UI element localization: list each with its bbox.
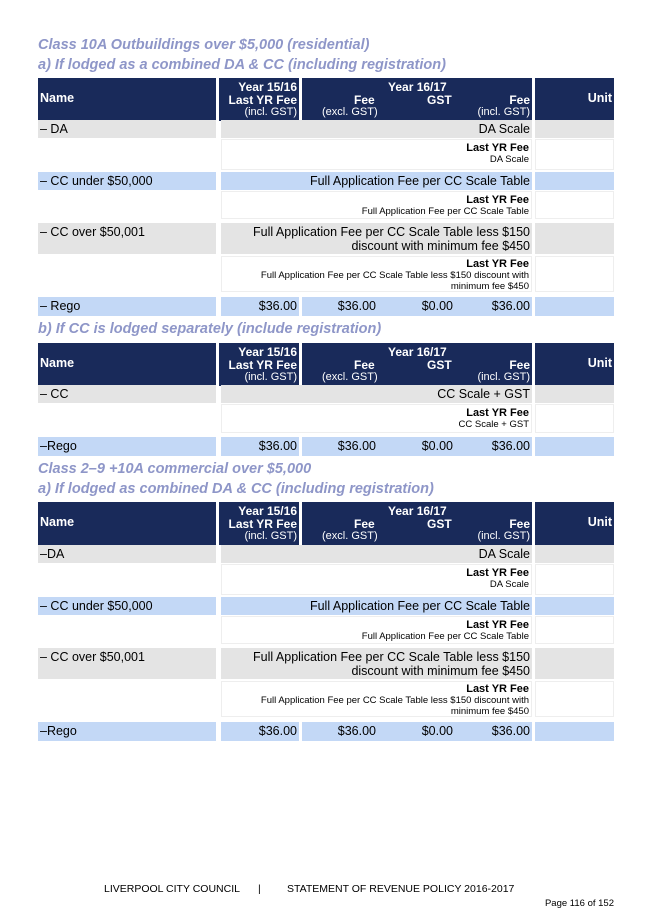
table-row [38,223,614,254]
header-unit: Unit [587,356,612,370]
row-name: – CC under $50,000 [40,599,153,613]
row-unit [535,648,614,679]
row-fee-excl: $36.00 [337,299,376,313]
header-name-cell [38,502,216,545]
section-heading: Class 2–9 +10A commercial over $5,000 [38,461,312,477]
header-fee: Fee [354,517,375,531]
header-name-cell [38,343,216,386]
row-name: – DA [40,122,68,136]
row-name: – CC [40,387,69,401]
row-fee: Full Application Fee per CC Scale Table [309,174,530,188]
header-fee-incl: Fee [509,517,530,531]
row-gst: $0.00 [421,724,453,738]
header-excl-gst: (excl. GST) [322,530,378,542]
last-yr-label: Last YR Fee [466,258,529,270]
row-last-fee: $36.00 [258,724,297,738]
header-incl-gst: (incl. GST) [244,371,297,383]
header-gst: GST [427,517,452,531]
table-row-last-year [38,191,614,219]
header-unit-cell [535,78,614,121]
header-current-year-cell [302,502,532,545]
row-fee: Full Application Fee per CC Scale Table less $150 discount with minimum fee $450 [252,225,530,253]
table-row-last-year [38,616,614,644]
header-incl-gst-2: (incl. GST) [477,371,530,383]
table-header [38,343,614,386]
header-gst: GST [427,93,452,107]
table-row [38,437,614,456]
last-yr-value: DA Scale [489,579,529,590]
table-header [38,78,614,121]
header-incl-gst-2: (incl. GST) [477,530,530,542]
last-yr-value: Full Application Fee per CC Scale Table [361,206,529,217]
row-fee: CC Scale + GST [437,387,530,401]
row-unit [535,120,614,138]
table-row [38,722,614,741]
header-current-year-cell [302,78,532,121]
row-name: –DA [40,547,65,561]
table-row [38,385,614,403]
row-fee: DA Scale [478,547,530,561]
header-name: Name [40,91,75,105]
header-year-current: Year 16/17 [388,80,447,94]
row-unit [535,385,614,403]
row-unit [535,223,614,254]
table-row [38,297,614,316]
row-name: – CC under $50,000 [40,174,153,188]
last-yr-label: Last YR Fee [466,619,529,631]
header-year-last: Year 15/16 [238,504,297,518]
header-fee-incl: Fee [509,358,530,372]
table-row [38,172,614,190]
header-last-yr-fee: Last YR Fee [228,93,297,107]
table-row-last-year [38,256,614,292]
header-incl-gst: (incl. GST) [244,106,297,118]
section-subheading: a) If lodged as combined DA & CC (including registration) [38,481,434,497]
row-fee-excl: $36.00 [337,439,376,453]
row-fee: DA Scale [478,122,530,136]
header-gst: GST [427,358,452,372]
header-incl-gst-2: (incl. GST) [477,106,530,118]
row-unit [535,437,614,456]
row-unit [535,545,614,563]
table-header [38,502,614,545]
header-year-last: Year 15/16 [238,80,297,94]
last-yr-label: Last YR Fee [466,142,529,154]
table-row-last-year [38,404,614,433]
row-unit [535,597,614,615]
row-unit [535,722,614,741]
last-yr-label: Last YR Fee [466,194,529,206]
header-fee-incl: Fee [509,93,530,107]
table-row [38,648,614,679]
table-row [38,597,614,615]
header-unit: Unit [587,91,612,105]
row-unit [535,172,614,190]
row-fee: Full Application Fee per CC Scale Table [309,599,530,613]
page-number: Page 116 of 152 [544,898,614,909]
header-unit-cell [535,343,614,386]
footer-statement: STATEMENT OF REVENUE POLICY 2016-2017 [287,883,515,895]
last-yr-value: DA Scale [489,154,529,165]
table-row [38,120,614,138]
row-last-fee: $36.00 [258,439,297,453]
row-name: – CC over $50,001 [40,650,145,664]
table-row-last-year [38,564,614,595]
row-last-fee: $36.00 [258,299,297,313]
header-fee: Fee [354,358,375,372]
table-row-last-year [38,681,614,717]
header-name: Name [40,356,75,370]
section-subheading: a) If lodged as a combined DA & CC (including registration) [38,57,446,73]
row-unit [535,297,614,316]
row-name: – CC over $50,001 [40,225,145,239]
last-yr-value: Full Application Fee per CC Scale Table less $150 discount with minimum fee $450 [260,695,529,717]
table-row [38,545,614,563]
last-yr-value: Full Application Fee per CC Scale Table less $150 discount with minimum fee $450 [260,270,529,292]
last-yr-label: Last YR Fee [466,407,529,419]
last-yr-label: Last YR Fee [466,683,529,695]
header-last-year-cell [219,343,299,386]
header-incl-gst: (incl. GST) [244,530,297,542]
header-name: Name [40,515,75,529]
row-fee: Full Application Fee per CC Scale Table less $150 discount with minimum fee $450 [252,650,530,678]
section-subheading: b) If CC is lodged separately (include registration) [38,321,382,337]
header-excl-gst: (excl. GST) [322,106,378,118]
footer-council: LIVERPOOL CITY COUNCIL [104,883,240,895]
header-excl-gst: (excl. GST) [322,371,378,383]
header-unit-cell [535,502,614,545]
header-last-yr-fee: Last YR Fee [228,358,297,372]
row-name: –Rego [40,439,77,453]
header-current-year-cell [302,343,532,386]
table-row-last-year [38,139,614,170]
header-last-yr-fee: Last YR Fee [228,517,297,531]
section-heading: Class 10A Outbuildings over $5,000 (residential) [38,37,370,53]
row-name: – Rego [40,299,81,313]
row-fee-incl: $36.00 [491,724,530,738]
row-name: –Rego [40,724,77,738]
header-unit: Unit [587,515,612,529]
header-year-current: Year 16/17 [388,504,447,518]
last-yr-value: CC Scale + GST [458,419,529,430]
row-fee-incl: $36.00 [491,299,530,313]
header-fee: Fee [354,93,375,107]
row-gst: $0.00 [421,439,453,453]
last-yr-label: Last YR Fee [466,567,529,579]
footer-separator: | [258,883,261,895]
row-fee-incl: $36.00 [491,439,530,453]
last-yr-value: Full Application Fee per CC Scale Table [361,631,529,642]
header-year-current: Year 16/17 [388,345,447,359]
header-name-cell [38,78,216,121]
row-fee-excl: $36.00 [337,724,376,738]
header-year-last: Year 15/16 [238,345,297,359]
row-gst: $0.00 [421,299,453,313]
header-last-year-cell [219,502,299,545]
header-last-year-cell [219,78,299,121]
